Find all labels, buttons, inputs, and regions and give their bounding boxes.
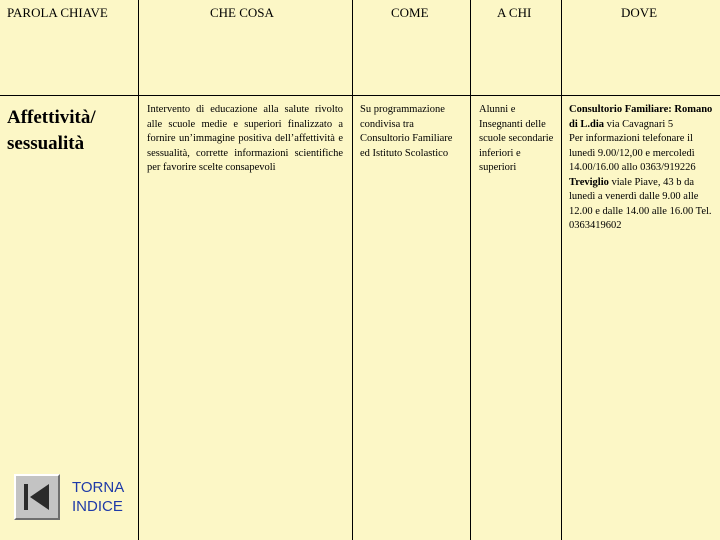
how-cell: Su programmazione condivisa tra Consultorio Familiare ed Istituto Scolastico	[360, 104, 453, 159]
column-divider	[138, 0, 139, 540]
place2-name: Treviglio	[569, 176, 609, 188]
back-to-index-link[interactable]	[72, 478, 124, 516]
keyword-cell: Affettività/ sessualità	[7, 107, 96, 154]
column-divider	[561, 0, 562, 540]
header-what: CHE COSA	[210, 5, 274, 20]
header-row-divider	[0, 95, 720, 96]
where-cell	[569, 103, 715, 234]
header-where: DOVE	[621, 5, 658, 20]
who-cell: Alunni e Insegnanti delle scuole secondarie inferiori e superiori	[479, 104, 554, 173]
place2-info: viale Piave, 43 b da lunedì a venerdì dalle 9.00 alle 12.00 e dalle 14.00 alle 16.00 Tel. 0363419602	[569, 176, 712, 231]
header-keyword: PAROLA CHIAVE	[7, 5, 108, 20]
header-how: COME	[391, 5, 429, 20]
header-who: A CHI	[497, 5, 532, 20]
what-cell: Intervento di educazione alla salute rivolto alle scuole medie e superiori finalizzato a fornire un’immagine positiva dell’affettività e sessualità, corrette informazioni scientifiche per favorire scelte consapevoli	[147, 104, 343, 173]
column-divider	[470, 0, 471, 540]
first-page-icon	[22, 482, 52, 512]
place1-info: Per informazioni telefonare il lunedì 9.00/12,00 e mercoledì 14.00/16.00 allo 0363/919226	[569, 133, 696, 173]
back-label-line2: INDICE	[72, 498, 123, 515]
place1-name: Consultorio Familiare: Romano di L.dia	[569, 104, 713, 130]
back-label-line1: TORNA	[72, 479, 125, 496]
column-divider	[352, 0, 353, 540]
place1-address: via Cavagnari 5	[604, 118, 674, 130]
back-to-index-button[interactable]	[14, 474, 60, 520]
